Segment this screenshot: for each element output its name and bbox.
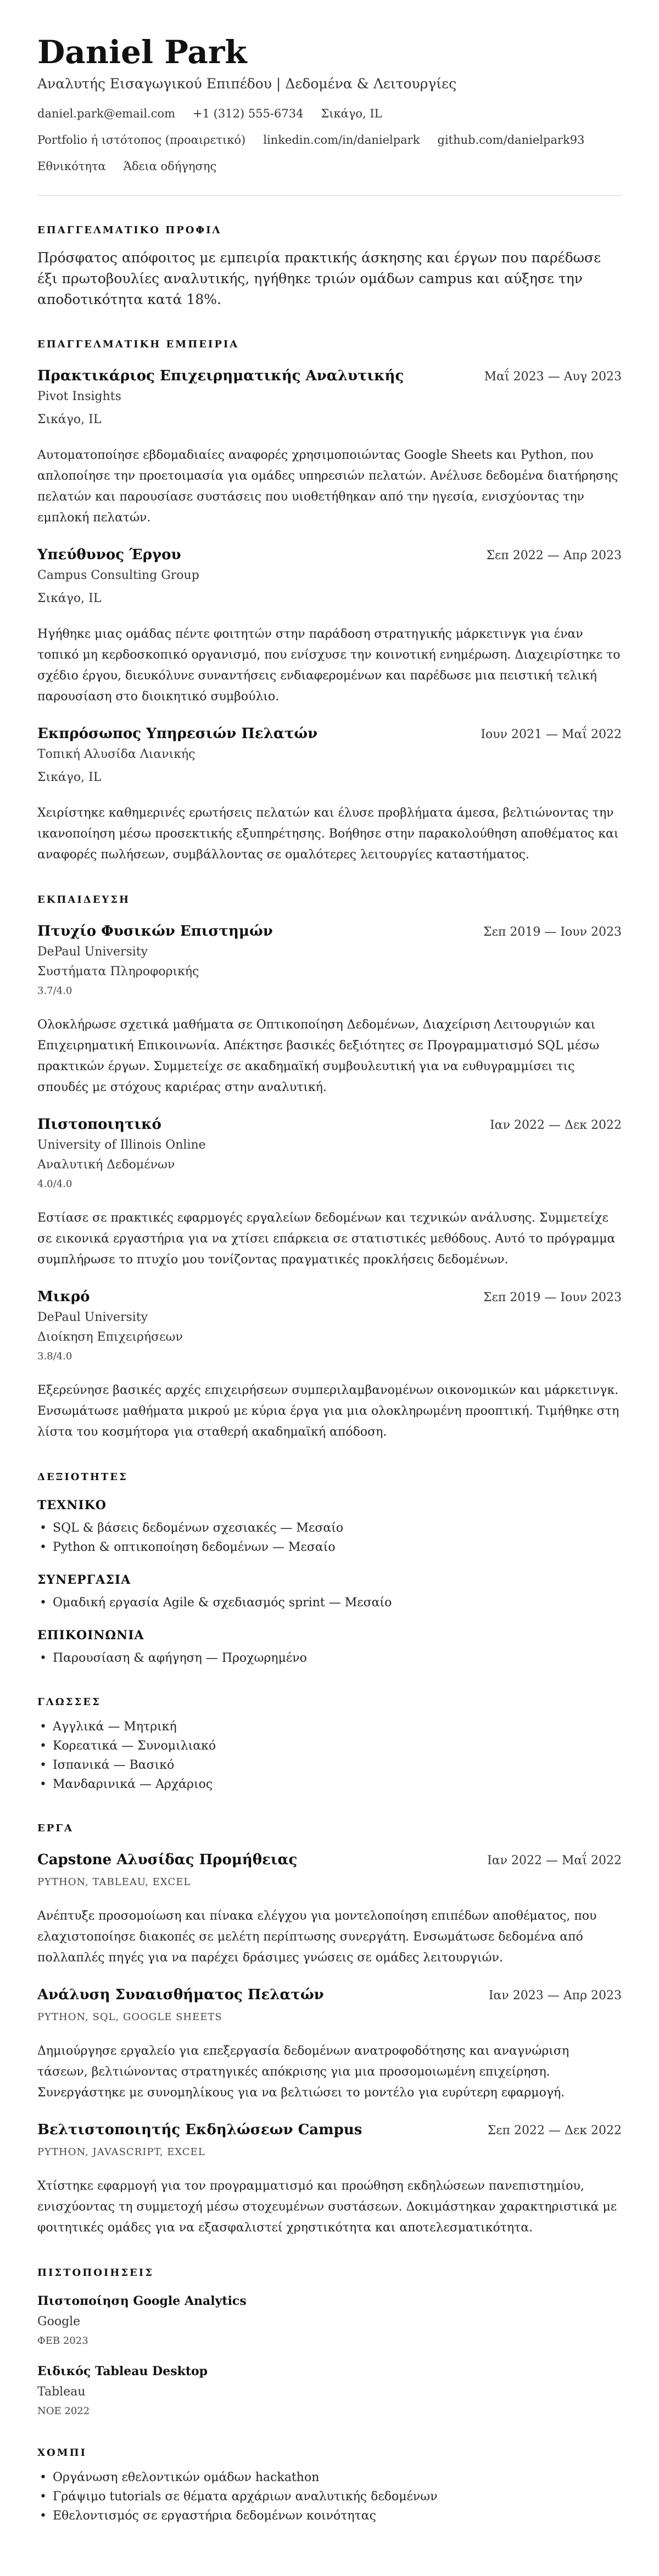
language-item: • Μανδαρινικά — Αρχάριος	[37, 1775, 622, 1794]
section-title: ΕΠΑΓΓΕΛΜΑΤΙΚΗ ΕΜΠΕΙΡΙΑ	[37, 339, 239, 350]
experience-entry	[37, 545, 622, 707]
language-item: • Κορεατικά — Συνομιλιακό	[37, 1736, 622, 1756]
profile-section	[37, 223, 622, 310]
certification-title: Πιστοποίηση Google Analytics	[37, 2294, 247, 2308]
certifications-section	[37, 2266, 622, 2418]
skill-item: • Ομαδική εργασία Agile & σχεδιασμός sprint — Μεσαίο	[37, 1593, 622, 1612]
education-section	[37, 893, 622, 1443]
project-title: Ανάλυση Συναισθήματος Πελατών	[37, 1987, 324, 2003]
job-date: Ιουν 2021 — Μαΐ 2022	[481, 728, 622, 741]
certification-issuer: Google	[37, 2315, 81, 2328]
email-text: daniel.park@email.com	[37, 107, 176, 120]
skill-group	[37, 1497, 622, 1557]
project-description: Δημιούργησε εργαλείο για επεξεργασία δεδομένων ανατροφοδότησης και αναγνώριση τάσεων, βελτιώνοντας στρατηγικές απόκρισης για μια προσομοιωμένη επιχείρηση. Συνεργάστηκε με συνομηλίκους για να βελτιώσει το μοντέλο για ευρύτερη εφαρμογή.	[37, 2044, 569, 2100]
hobbies-section	[37, 2446, 622, 2526]
experience-entry	[37, 724, 622, 865]
school-name: University of Illinois Online	[37, 1138, 206, 1152]
section-title: ΕΚΠΑΙΔΕΥΣΗ	[37, 894, 131, 905]
candidate-name: Daniel Park	[37, 33, 247, 71]
skill-group	[37, 1627, 622, 1668]
gpa-text: 3.7/4.0	[37, 985, 72, 997]
project-date: Σεπ 2022 — Δεκ 2022	[487, 2124, 622, 2138]
certification-date: ΦΕΒ 2023	[37, 2335, 88, 2347]
project-entry	[37, 1985, 622, 2103]
skills-section	[37, 1470, 622, 1668]
section-title: ΕΡΓΑ	[37, 1823, 74, 1834]
education-description: Εστίασε σε πρακτικές εφαρμογές εργαλείων δεδομένων και τεχνικών ανάλυσης. Συμμετείχε σε εικονικά εργαστήρια για να χτίσει επάρκεια σε στατιστικές μεθόδους. Αυτό το πρόγραμμα συμπλήρωσε το πτυχίο μου τονίζοντας πραγματικές προκλήσεις δεδομένων.	[37, 1211, 616, 1267]
languages-section	[37, 1695, 622, 1794]
education-description: Εξερεύνησε βασικές αρχές επιχειρήσεων συμπεριλαμβανομένων οικονομικών και μάρκετινγκ. Ενσωμάτωσε μαθήματα μικρού με κύρια έργα για μια ολοκληρωμένη προοπτική. Τιμήθηκε στη λίστα του κοσμήτορα για σταθερή ακαδημαϊκή απόδοση.	[37, 1383, 619, 1439]
hobby-item: • Εθελοντισμός σε εργαστήρια δεδομένων κοινότητας	[37, 2506, 622, 2526]
section-title: ΕΠΑΓΓΕΛΜΑΤΙΚΟ ΠΡΟΦΙΛ	[37, 224, 222, 236]
hobby-item: • Γράψιμο tutorials σε θέματα αρχάριων αναλυτικής δεδομένων	[37, 2487, 622, 2506]
education-entry	[37, 1115, 622, 1270]
candidate-headline: Αναλυτής Εισαγωγικού Επιπέδου | Δεδομένα & Λειτουργίες	[37, 76, 457, 92]
contact-row	[37, 105, 622, 122]
certification-issuer: Tableau	[37, 2385, 86, 2399]
education-entry	[37, 921, 622, 1098]
license-text: Άδεια οδήγησης	[123, 160, 217, 173]
job-date: Σεπ 2022 — Απρ 2023	[486, 549, 622, 563]
skill-group-title: ΕΠΙΚΟΙΝΩΝΙΑ	[37, 1628, 144, 1643]
school-name: DePaul University	[37, 1311, 148, 1324]
job-date: Μαΐ 2023 — Αυγ 2023	[484, 370, 622, 384]
header-divider	[37, 195, 622, 196]
language-item: • Αγγλικά — Μητρική	[37, 1717, 622, 1736]
project-date: Ιαν 2022 — Μαΐ 2022	[487, 1854, 622, 1868]
projects-section	[37, 1821, 622, 2238]
job-description: Ηγήθηκε μιας ομάδας πέντε φοιτητών στην παράδοση στρατηγικής μάρκετινγκ για έναν τοπικό μη κερδοσκοπικό οργανισμό, που ενίσχυσε την κοινοτική ενημέρωση. Διαχειρίστηκε το σχέδιο έργου, διευκόλυνε συναντήσεις ενδιαφερομένων και παρέδωσε μια πειστική τελική παρουσίαση στο διοικητικό συμβούλιο.	[37, 627, 621, 704]
project-description: Χτίστηκε εφαρμογή για τον προγραμματισμό και προώθηση εκδηλώσεων πανεπιστημίου, ενισχύοντας τη συμμετοχή μέσω στοχευμένων συστάσεων. Δοκιμάστηκαν χαρακτηριστικά με φοιτητικές ομάδες για να εξασφαλιστεί χρηστικότητα και αποτελεσματικότητα.	[37, 2179, 617, 2235]
project-title: Βελτιστοποιητής Εκδηλώσεων Campus	[37, 2122, 362, 2138]
experience-entry	[37, 366, 622, 528]
field-of-study: Διοίκηση Επιχειρήσεων	[37, 1330, 183, 1344]
degree-title: Μικρό	[37, 1289, 90, 1305]
nationality-text: Εθνικότητα	[37, 160, 106, 173]
hobby-item: • Οργάνωση εθελοντικών ομάδων hackathon	[37, 2468, 622, 2487]
job-title: Πρακτικάριος Επιχειρηματικής Αναλυτικής	[37, 368, 404, 384]
profile-summary: Πρόσφατος απόφοιτος με εμπειρία πρακτικής άσκησης και έργων που παρέδωσε έξι πρωτοβουλίες αναλυτικής, ηγήθηκε τριών ομάδων campus και αύξησε την αποδοτικότητα κατά 18%.	[37, 250, 601, 307]
project-description: Ανέπτυξε προσομοίωση και πίνακα ελέγχου για μοντελοποίηση επιπέδων αποθέματος, που ελαχιστοποίησε διακοπές σε μελέτη περίπτωσης συνεργάτη. Ενσωμάτωσε δεδομένα από πολλαπλές πηγές για να παρέχει δράσιμες γνώσεις σε ομάδες λειτουργιών.	[37, 1909, 597, 1965]
gpa-text: 4.0/4.0	[37, 1178, 72, 1190]
github-text: github.com/danielpark93	[437, 133, 585, 147]
skill-item: • Παρουσίαση & αφήγηση — Προχωρημένο	[37, 1649, 622, 1668]
education-description: Ολοκλήρωσε σχετικά μαθήματα σε Οπτικοποίηση Δεδομένων, Διαχείριση Λειτουργιών και Επιχειρηματική Επικοινωνία. Απέκτησε βασικές δεξιότητες σε Προγραμματισμό SQL μέσω πρακτικών έργων. Συμμετείχε σε ακαδημαϊκή συμβουλευτική για να ευθυγραμμίσει τις σπουδές με στόχους καριέρας στην αναλυτική.	[37, 1018, 600, 1094]
certification-entry	[37, 2363, 622, 2418]
certification-date: ΝΟΕ 2022	[37, 2405, 90, 2417]
job-location: Σικάγο, IL	[37, 592, 102, 605]
phone-text: +1 (312) 555-6734	[193, 107, 304, 120]
gpa-text: 3.8/4.0	[37, 1351, 72, 1362]
job-title: Εκπρόσωπος Υπηρεσιών Πελατών	[37, 725, 318, 742]
education-date: Ιαν 2022 — Δεκ 2022	[490, 1118, 622, 1132]
company-name: Τοπική Αλυσίδα Λιανικής	[37, 747, 196, 761]
section-title: ΔΕΞΙΟΤΗΤΕΣ	[37, 1471, 128, 1483]
skill-item: • SQL & βάσεις δεδομένων σχεσιακές — Μεσαίο	[37, 1518, 622, 1538]
project-entry	[37, 2120, 622, 2238]
education-entry	[37, 1287, 622, 1443]
skill-group-title: ΤΕΧΝΙΚΟ	[37, 1498, 107, 1512]
school-name: DePaul University	[37, 945, 148, 959]
portfolio-text: Portfolio ή ιστότοπος (προαιρετικό)	[37, 133, 246, 147]
experience-section	[37, 338, 622, 865]
certification-title: Ειδικός Tableau Desktop	[37, 2364, 208, 2378]
location-text: Σικάγο, IL	[321, 107, 382, 120]
project-title: Capstone Αλυσίδας Προμήθειας	[37, 1852, 298, 1868]
project-tech: PYTHON, JAVASCRIPT, EXCEL	[37, 2146, 205, 2158]
section-title: ΧΟΜΠΙ	[37, 2447, 87, 2459]
company-name: Campus Consulting Group	[37, 569, 199, 582]
field-of-study: Συστήματα Πληροφορικής	[37, 965, 199, 978]
degree-title: Πτυχίο Φυσικών Επιστημών	[37, 923, 273, 940]
certification-entry	[37, 2292, 622, 2348]
job-description: Χειρίστηκε καθημερινές ερωτήσεις πελατών και έλυσε προβλήματα άμεσα, βελτιώνοντας την ικανοποίηση μέσω προσεκτικής εξυπηρέτησης. Βοήθησε στην παρακολούθηση αποθέματος και αναφορές πωλήσεων, συμβάλλοντας σε ομαλότερες λειτουργίες καταστήματος.	[37, 806, 619, 862]
job-title: Υπεύθυνος Έργου	[37, 547, 181, 563]
project-tech: PYTHON, TABLEAU, EXCEL	[37, 1876, 191, 1888]
field-of-study: Αναλυτική Δεδομένων	[37, 1158, 175, 1172]
skill-group	[37, 1571, 622, 1612]
education-date: Σεπ 2019 — Ιουν 2023	[483, 1291, 622, 1304]
section-title: ΠΙΣΤΟΠΟΙΗΣΕΙΣ	[37, 2267, 154, 2279]
personal-row	[37, 158, 622, 175]
education-date: Σεπ 2019 — Ιουν 2023	[483, 925, 622, 939]
degree-title: Πιστοποιητικό	[37, 1116, 161, 1133]
job-location: Σικάγο, IL	[37, 770, 102, 784]
section-title: ΓΛΩΣΣΕΣ	[37, 1696, 101, 1708]
project-tech: PYTHON, SQL, GOOGLE SHEETS	[37, 2011, 222, 2023]
job-location: Σικάγο, IL	[37, 413, 102, 426]
project-date: Ιαν 2023 — Απρ 2023	[488, 1989, 622, 2003]
skill-item: • Python & οπτικοποίηση δεδομένων — Μεσαίο	[37, 1538, 622, 1557]
job-description: Αυτοματοποίησε εβδομαδιαίες αναφορές χρησιμοποιώντας Google Sheets και Python, που απλοποίησε την προετοιμασία για ομάδες υπηρεσιών πελατών. Ανέλυσε δεδομένα διατήρησης πελατών και παρουσίασε συστάσεις που υιοθετήθηκαν από την ηγεσία, ενισχύοντας την εμπλοκή πελατών.	[37, 448, 618, 525]
company-name: Pivot Insights	[37, 390, 121, 403]
resume-header	[37, 33, 622, 175]
linkedin-text: linkedin.com/in/danielpark	[263, 133, 420, 147]
links-row	[37, 132, 622, 148]
project-entry	[37, 1850, 622, 1968]
skill-group-title: ΣΥΝΕΡΓΑΣΙΑ	[37, 1573, 131, 1587]
language-item: • Ισπανικά — Βασικό	[37, 1756, 622, 1775]
